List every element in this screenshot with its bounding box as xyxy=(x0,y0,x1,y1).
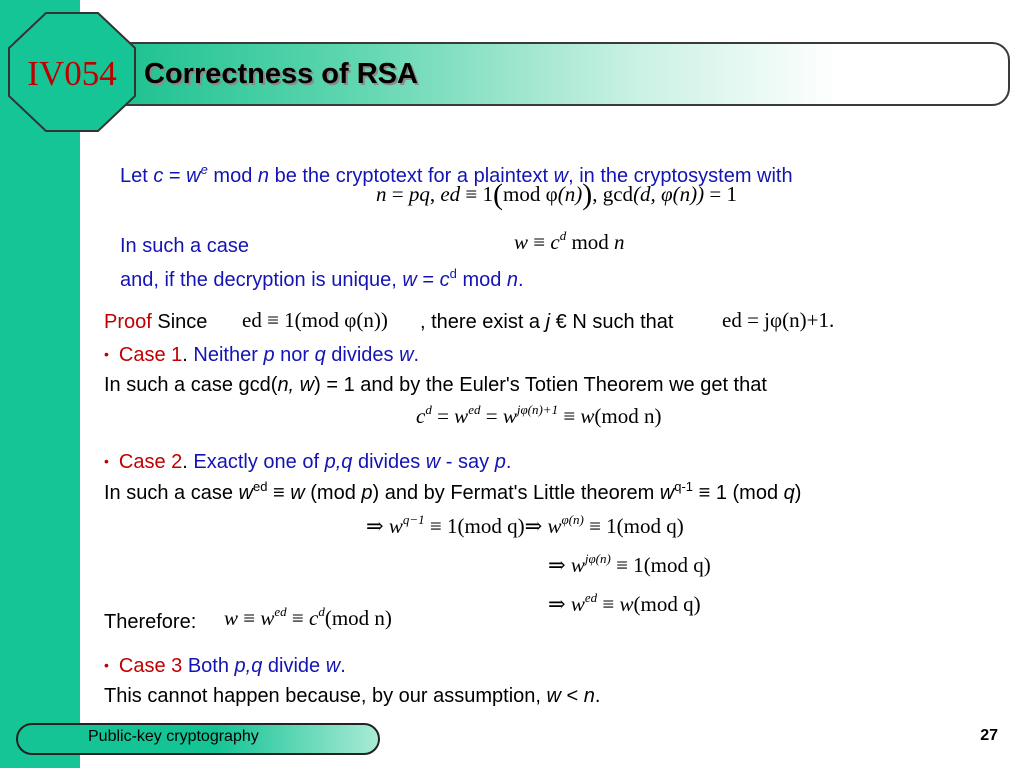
text: This cannot happen because, by our assumption, xyxy=(104,685,547,707)
such-case-text: In such a case xyxy=(120,235,249,257)
math-w: w xyxy=(619,592,634,616)
slide-title: Correctness of RSA xyxy=(144,58,418,90)
text: . xyxy=(340,655,346,677)
case3-explain xyxy=(104,684,600,708)
var-w: w xyxy=(238,482,253,504)
footer-text: Public-key cryptography xyxy=(88,728,259,745)
math-implies: ⇒ xyxy=(548,553,571,577)
math-equiv: ≡ 1 xyxy=(610,553,644,577)
formula-case2-3 xyxy=(548,592,701,617)
text: < xyxy=(560,685,584,707)
math-equiv: ≡ 1 xyxy=(424,514,458,538)
math-mod: (mod q) xyxy=(643,553,711,577)
text: - say xyxy=(440,451,495,473)
var-pq: p,q xyxy=(234,655,263,677)
math-implies: ⇒ xyxy=(366,514,389,538)
text: = xyxy=(416,269,440,291)
sup-e: e xyxy=(200,162,208,177)
text: Neither xyxy=(187,344,264,366)
formula-proof-1: ed ≡ 1(mod φ(n)) xyxy=(242,308,388,332)
math-eq: = xyxy=(386,182,409,206)
math-w: w xyxy=(547,514,562,538)
math-c: c xyxy=(416,404,426,428)
math-w: w xyxy=(502,404,517,428)
var-c: c xyxy=(153,165,164,187)
text: divides xyxy=(352,451,426,473)
math-paren: ) xyxy=(582,178,593,211)
formula-proof-2: ed = jφ(n)+1. xyxy=(722,308,835,332)
case3-label: Case 3 xyxy=(118,655,183,677)
text: mod xyxy=(456,269,507,291)
math-mod-phi: mod φ xyxy=(503,182,558,206)
var-w: w xyxy=(290,482,305,504)
var-n: n xyxy=(506,269,519,291)
text: In such a case xyxy=(104,482,239,504)
math-equiv: ≡ xyxy=(238,606,261,630)
case2-line xyxy=(104,450,511,475)
var-w: w xyxy=(186,165,201,187)
text: be the cryptotext for a plaintext xyxy=(269,165,554,187)
math-sup: φ(n) xyxy=(561,512,584,527)
text: , in the cryptosystem with xyxy=(568,165,793,187)
bullet: • xyxy=(104,346,109,362)
var-p: p xyxy=(361,482,373,504)
math-w: w xyxy=(224,606,239,630)
case2-explain xyxy=(104,481,801,507)
text: € N such that xyxy=(550,311,674,333)
math-mod: (mod n) xyxy=(324,606,392,630)
math-eq: = xyxy=(480,404,503,428)
math-equiv: ≡ xyxy=(286,606,309,630)
unique-line xyxy=(120,268,524,294)
proof-line-middle xyxy=(420,310,673,334)
case1-explain xyxy=(104,373,767,397)
math-n: n xyxy=(376,182,387,206)
proof-line xyxy=(104,310,207,334)
formula-therefore xyxy=(224,606,392,631)
var-n: n xyxy=(583,685,595,707)
math-w: w xyxy=(454,404,469,428)
text: ) xyxy=(794,482,802,504)
case3-line xyxy=(104,654,346,679)
case1-line xyxy=(104,343,419,368)
sup-q1: q-1 xyxy=(674,479,694,494)
math-sup: d xyxy=(425,402,432,417)
page-number: 27 xyxy=(980,727,998,744)
var-w: w xyxy=(553,165,569,187)
math-sup: ed xyxy=(584,590,598,605)
math-equiv: ≡ xyxy=(528,230,551,254)
math-sup: ed xyxy=(274,604,287,619)
math-mod: (mod q) xyxy=(457,514,525,538)
math-c: c xyxy=(550,230,560,254)
math-w: w xyxy=(260,606,275,630)
therefore-text: Therefore: xyxy=(104,611,197,633)
var-q: q xyxy=(314,344,326,366)
text: . xyxy=(505,451,512,473)
math-equiv: ≡ xyxy=(558,404,581,428)
text: (mod xyxy=(304,482,362,504)
var-q: q xyxy=(783,482,795,504)
formula-decrypt xyxy=(514,230,625,255)
math-implies: ⇒ xyxy=(548,592,571,616)
formula-case2-1 xyxy=(366,514,684,539)
math-mod: (mod q) xyxy=(616,514,684,538)
text: divide xyxy=(262,655,326,677)
bullet: • xyxy=(104,453,109,469)
math-n: n xyxy=(614,230,625,254)
text: Let xyxy=(120,165,148,187)
text: ≡ xyxy=(267,482,291,504)
var-w: w xyxy=(546,685,561,707)
var-w: w xyxy=(425,451,441,473)
math-eq-one: = 1 xyxy=(704,182,737,206)
math-paren: ( xyxy=(493,178,504,211)
text: Both xyxy=(182,655,235,677)
var-j: j xyxy=(545,311,551,333)
math-sup: ed xyxy=(468,402,481,417)
text: divides xyxy=(325,344,400,366)
formula-setup xyxy=(376,178,737,211)
bullet: • xyxy=(104,657,109,673)
text: . xyxy=(594,685,601,707)
math-gcd-args: (d, φ(n)) xyxy=(633,182,705,206)
var-w: w xyxy=(325,655,341,677)
case2-label: Case 2 xyxy=(118,451,183,473)
math-sup: q−1 xyxy=(402,512,425,527)
math-equiv: ≡ 1 xyxy=(460,182,494,206)
math-mod: (mod q) xyxy=(633,592,701,616)
math-sup: d xyxy=(318,604,325,619)
math-mod: (mod n) xyxy=(594,404,662,428)
math-w: w xyxy=(580,404,595,428)
var-w: w xyxy=(399,344,414,366)
math-ed: ed xyxy=(440,182,461,206)
math-w: w xyxy=(570,592,585,616)
text: ≡ 1 (mod xyxy=(693,482,784,504)
text: In such a case gcd( xyxy=(104,374,278,396)
math-sup: jφ(n)+1 xyxy=(516,402,559,417)
text: . xyxy=(182,344,188,366)
text: . xyxy=(413,344,420,366)
var-p: p xyxy=(263,344,275,366)
var-nw: n, w xyxy=(277,374,315,396)
text: . xyxy=(182,451,188,473)
text: nor xyxy=(274,344,315,366)
var-pq: p,q xyxy=(324,451,353,473)
var-w: w xyxy=(402,269,417,291)
text: mod xyxy=(207,165,258,187)
sup-d: d xyxy=(449,266,457,281)
text: Since xyxy=(151,311,208,333)
var-c: c xyxy=(439,269,450,291)
formula-case2-2 xyxy=(548,553,711,578)
math-w: w xyxy=(388,514,403,538)
math-gcd: , gcd xyxy=(592,182,634,206)
math-sup: jφ(n) xyxy=(584,551,611,566)
text: = xyxy=(163,165,187,187)
text: and, if the decryption is unique, xyxy=(120,269,403,291)
var-p: p xyxy=(494,451,506,473)
var-w: w xyxy=(659,482,675,504)
var-n: n xyxy=(257,165,270,187)
math-w: w xyxy=(570,553,585,577)
math-c: c xyxy=(309,606,319,630)
math-implies: ⇒ xyxy=(524,514,548,538)
sup-ed: ed xyxy=(252,479,268,494)
text: Exactly one of xyxy=(187,451,325,473)
text: . xyxy=(518,269,524,291)
case1-label: Case 1 xyxy=(118,344,183,366)
math-equiv: ≡ xyxy=(597,592,620,616)
text: , there exist a xyxy=(420,311,546,333)
text: ) = 1 and by the Euler's Totien Theorem we get that xyxy=(314,374,767,396)
text: ) and by Fermat's Little theorem xyxy=(372,482,660,504)
formula-case1 xyxy=(416,404,662,429)
logo-text: IV054 xyxy=(27,54,117,93)
math-pq: pq xyxy=(408,182,430,206)
math-w: w xyxy=(514,230,529,254)
math-equiv: ≡ 1 xyxy=(583,514,617,538)
math-eq: = xyxy=(431,404,455,428)
math-n: (n) xyxy=(557,182,583,206)
proof-label: Proof xyxy=(104,311,152,333)
math-comma: , xyxy=(429,182,441,206)
math-mod: mod xyxy=(566,230,615,254)
math-sup-d: d xyxy=(559,228,567,243)
